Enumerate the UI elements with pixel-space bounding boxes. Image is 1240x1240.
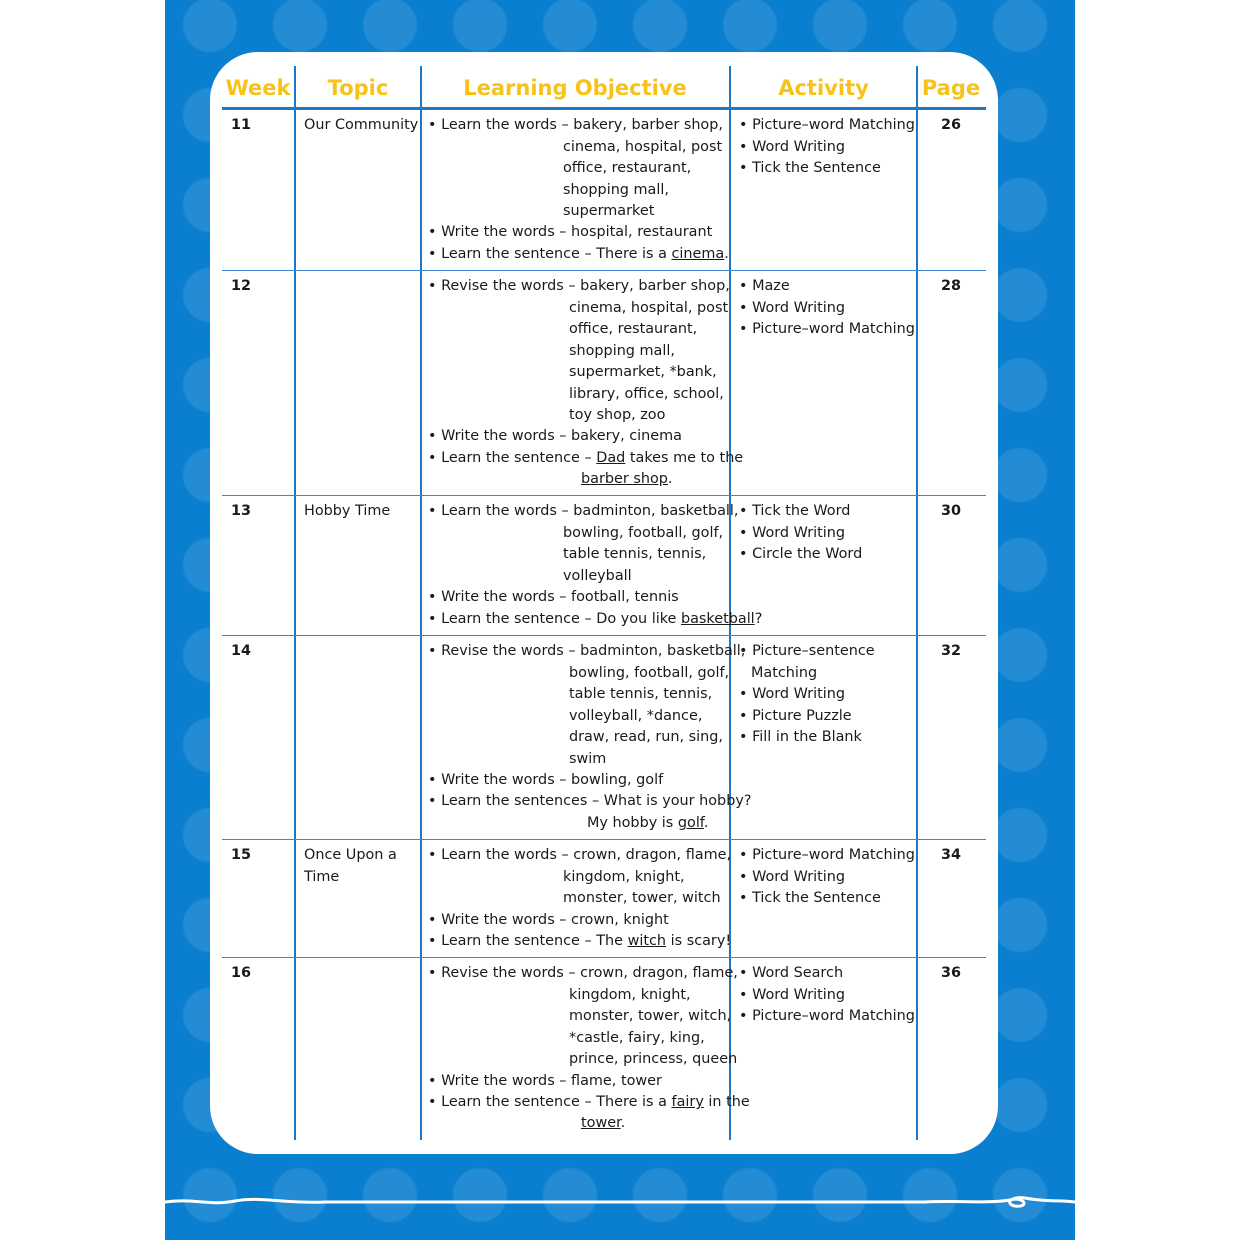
objective-line: • Write the words – football, tennis [428,589,679,605]
week-number: 15 [231,847,252,863]
activity-item: • Word Writing [739,525,846,541]
objective-line: • Revise the words – crown, dragon, flame, [428,965,738,981]
week-number: 13 [231,503,252,519]
objective-line: • Write the words – hospital, restaurant [428,224,713,240]
objective-line: monster, tower, witch, [569,1008,732,1024]
activity-item: • Tick the Sentence [739,160,881,176]
objective-line: • Revise the words – badminton, basketball, [428,643,746,659]
activity-item: • Word Writing [739,987,846,1003]
objective-line: • Write the words – bakery, cinema [428,428,682,444]
objective-line: • Learn the sentence – There is a fairy in the [428,1094,750,1110]
topic: Time [304,869,340,885]
objective-line: draw, read, run, sing, [569,729,723,745]
activity-item: • Tick the Sentence [739,890,881,906]
page-number: 36 [940,965,962,981]
objective-line: • Write the words – bowling, golf [428,772,664,788]
column-divider [294,66,296,1140]
objective-line: table tennis, tennis, [569,686,713,702]
activity-item: • Circle the Word [739,546,863,562]
header-week: Week [225,76,291,100]
activity-item: • Tick the Word [739,503,851,519]
objective-line: • Write the words – crown, knight [428,912,669,928]
objective-line: supermarket [563,203,655,219]
objective-line: cinema, hospital, post [569,300,729,316]
objective-line: cinema, hospital, post [563,139,723,155]
objective-line: *castle, fairy, king, [569,1030,705,1046]
activity-item: • Picture–word Matching [739,321,915,337]
objective-line: office, restaurant, [569,321,698,337]
activity-item: • Word Writing [739,686,846,702]
activity-item: • Picture–word Matching [739,847,915,863]
week-number: 14 [231,643,252,659]
objective-line: office, restaurant, [563,160,692,176]
header-topic: Topic [327,76,389,100]
objective-line: kingdom, knight, [569,987,691,1003]
objective-line: prince, princess, queen [569,1051,738,1067]
row-divider [222,635,986,636]
wavy-line-decoration [165,1190,1075,1214]
objective-line: • Learn the sentence – There is a cinema. [428,246,729,262]
objective-line: barber shop. [581,471,673,487]
row-divider [222,839,986,840]
topic: Our Community [304,117,419,133]
objective-line: table tennis, tennis, [563,546,707,562]
header-divider [222,107,986,110]
objective-line: swim [569,751,607,767]
activity-item: • Picture Puzzle [739,708,852,724]
objective-line: toy shop, zoo [569,407,666,423]
objective-line: shopping mall, [569,343,675,359]
activity-item: • Picture–sentence [739,643,875,659]
objective-line: • Learn the sentence – Dad takes me to the [428,450,744,466]
objective-line: • Write the words – flame, tower [428,1073,662,1089]
objective-line: library, office, school, [569,386,724,402]
topic: Hobby Time [304,503,391,519]
week-number: 11 [231,117,252,133]
page-number: 32 [940,643,962,659]
objective-line: kingdom, knight, [563,869,685,885]
week-number: 12 [231,278,252,294]
column-divider [420,66,422,1140]
objective-line: bowling, football, golf, [563,525,724,541]
page-number: 34 [940,847,962,863]
page-number: 28 [940,278,962,294]
objective-line: • Learn the words – badminton, basketball, [428,503,739,519]
activity-item: • Fill in the Blank [739,729,862,745]
objective-line: • Learn the sentences – What is your hobby? [428,793,752,809]
activity-item: • Word Writing [739,300,846,316]
header-page: Page [921,76,981,100]
row-divider [222,957,986,958]
topic: Once Upon a [304,847,397,863]
row-divider [222,270,986,271]
objective-line: • Learn the words – crown, dragon, flame, [428,847,732,863]
activity-item: • Picture–word Matching [739,117,915,133]
objective-line: volleyball, *dance, [569,708,703,724]
objective-line: tower. [581,1115,626,1131]
objective-line: • Learn the sentence – Do you like basketball? [428,611,763,627]
row-divider [222,495,986,496]
objective-line: bowling, football, golf, [569,665,730,681]
objective-line: supermarket, *bank, [569,364,717,380]
activity-item: • Word Writing [739,869,846,885]
objective-line: • Learn the sentence – The witch is scary! [428,933,732,949]
objective-line: • Learn the words – bakery, barber shop, [428,117,723,133]
page-number: 30 [940,503,962,519]
week-number: 16 [231,965,252,981]
activity-item: • Maze [739,278,790,294]
objective-line: • Revise the words – bakery, barber shop, [428,278,730,294]
objective-line: shopping mall, [563,182,669,198]
header-learning-objective: Learning Objective [463,76,687,100]
objective-line: My hobby is golf. [587,815,709,831]
activity-item: • Word Writing [739,139,846,155]
activity-item: • Word Search [739,965,844,981]
page-number: 26 [940,117,962,133]
activity-item: • Picture–word Matching [739,1008,915,1024]
objective-line: volleyball [563,568,632,584]
activity-item: Matching [751,665,818,681]
header-activity: Activity [778,76,869,100]
objective-line: monster, tower, witch [563,890,721,906]
